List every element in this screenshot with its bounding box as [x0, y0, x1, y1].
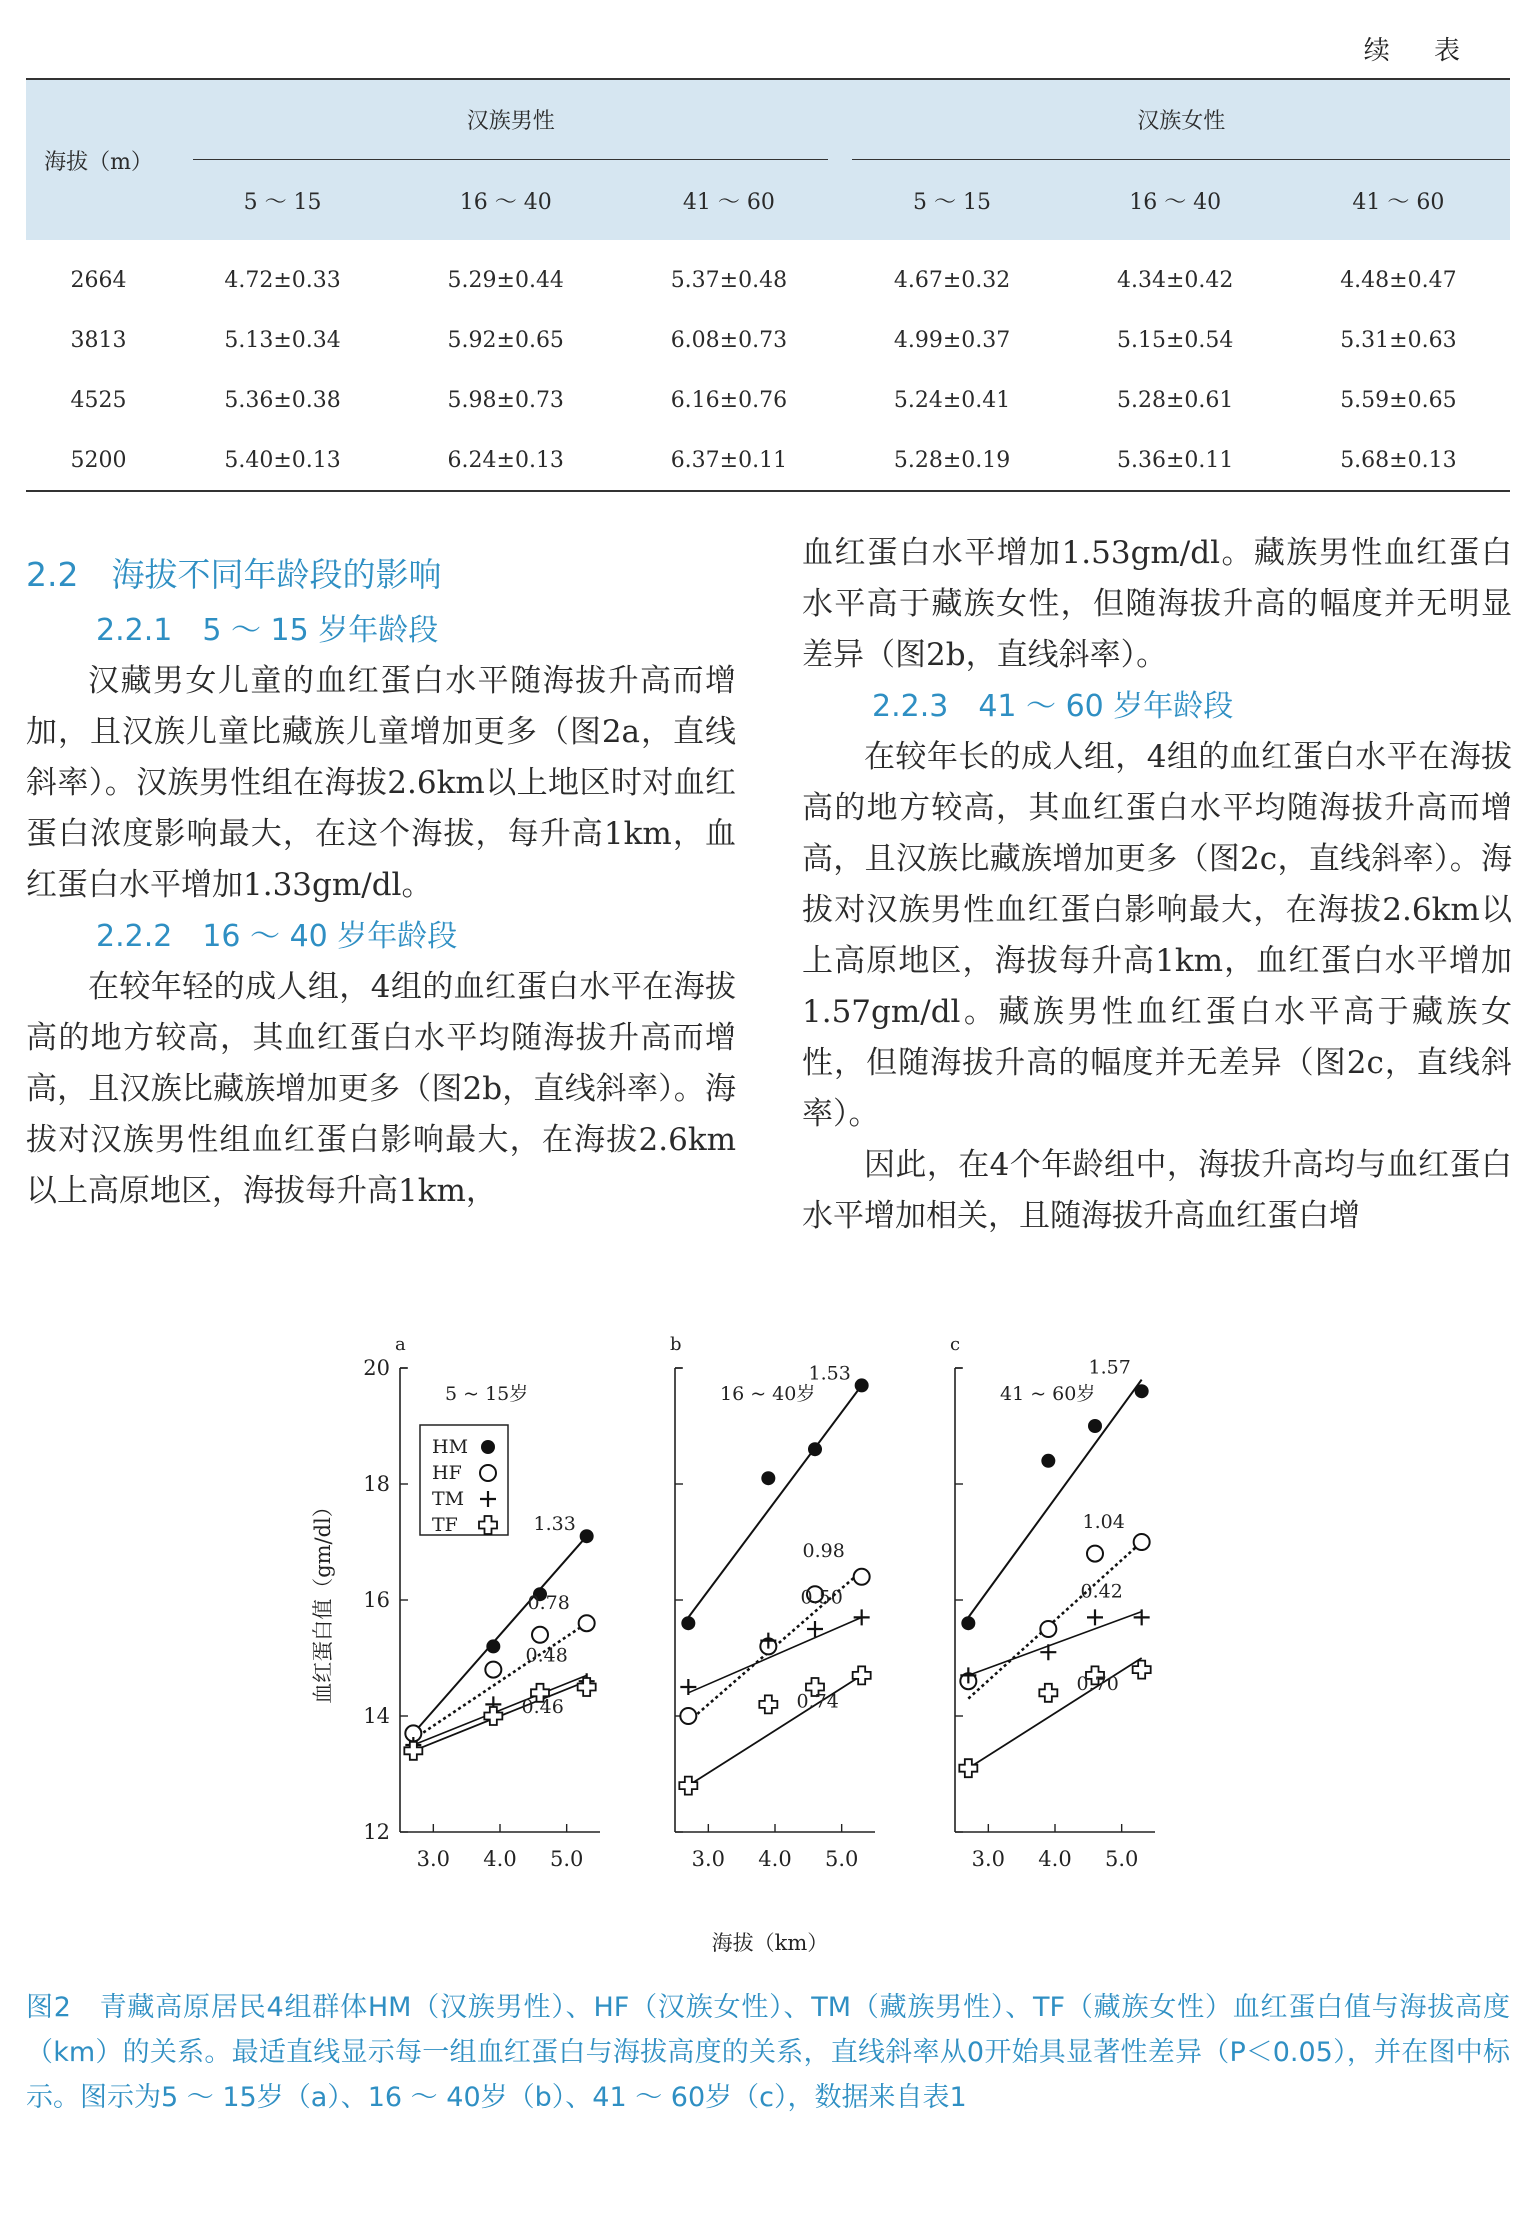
y-tick-label: 14	[363, 1704, 390, 1728]
data-point-hm	[486, 1639, 500, 1653]
data-point-hf	[680, 1708, 696, 1724]
slope-label: 1.57	[1088, 1356, 1131, 1379]
slope-label: 0.70	[1076, 1673, 1119, 1695]
figure-2	[300, 1320, 1240, 1980]
data-point-hm	[761, 1471, 775, 1485]
altitude-cell: 4525	[70, 387, 127, 413]
data-point-hf	[579, 1615, 595, 1631]
y-axis-label: 血红蛋白值（gm/dl）	[311, 1496, 335, 1704]
table-row	[26, 240, 1510, 310]
data-point-tf	[759, 1695, 777, 1713]
fit-line-tm	[688, 1617, 861, 1692]
legend-marker-hf	[480, 1465, 496, 1481]
x-tick-label: 3.0	[691, 1847, 726, 1871]
legend-label: HF	[432, 1462, 462, 1484]
slope-label: 0.50	[800, 1586, 843, 1609]
panel-letter: c	[950, 1334, 961, 1355]
value-cell: 5.24±0.41	[893, 387, 1011, 413]
x-tick-label: 5.0	[824, 1847, 859, 1871]
table-row	[26, 430, 1510, 491]
data-point-tm	[680, 1679, 696, 1695]
value-cell: 4.67±0.32	[893, 267, 1011, 293]
hemoglobin-table	[26, 78, 1510, 492]
value-cell: 5.28±0.19	[893, 447, 1011, 473]
value-cell: 6.24±0.13	[447, 447, 564, 473]
age-header: 16 ～ 40	[459, 189, 552, 215]
data-point-tm	[1134, 1609, 1150, 1625]
y-tick-label: 20	[363, 1356, 390, 1380]
slope-label: 0.48	[525, 1644, 568, 1667]
slope-label: 0.42	[1080, 1580, 1123, 1603]
data-point-tf	[679, 1777, 697, 1795]
age-header: 5 ～ 15	[913, 189, 992, 215]
data-point-hm	[580, 1529, 594, 1543]
panel-title: 41 ~ 60岁	[1000, 1383, 1096, 1405]
value-cell: 5.40±0.13	[224, 447, 341, 473]
x-axis-label: 海拔（km）	[711, 1931, 829, 1955]
value-cell: 5.59±0.65	[1340, 387, 1457, 413]
legend-label: HM	[432, 1436, 469, 1458]
x-tick-label: 4.0	[483, 1847, 517, 1871]
value-cell: 4.48±0.47	[1340, 267, 1457, 293]
y-tick-label: 18	[363, 1472, 390, 1496]
continued-label: 续 表	[1363, 36, 1478, 66]
paragraph-2-2-1: 汉藏男女儿童的血红蛋白水平随海拔升高而增加，且汉族儿童比藏族儿童增加更多（图2a，直线斜率）。汉族男性组在海拔2.6km以上地区时对血红蛋白浓度影响最大，在这个海拔，每升高1km，血红蛋白水平增加1.33gm/dl。	[26, 663, 736, 903]
y-tick-label: 12	[363, 1820, 390, 1844]
value-cell: 6.16±0.76	[670, 387, 788, 413]
section-heading-2-2: 2.2 海拔不同年龄段的影响	[26, 555, 442, 594]
age-header: 16 ～ 40	[1129, 189, 1222, 215]
table-body	[26, 240, 1510, 491]
altitude-header: 海拔（m）	[44, 149, 153, 175]
altitude-cell: 2664	[70, 267, 127, 293]
data-point-hf	[854, 1569, 870, 1585]
altitude-cell: 3813	[70, 327, 127, 353]
data-point-hm	[1088, 1419, 1102, 1433]
value-cell: 4.34±0.42	[1117, 267, 1234, 293]
x-tick-label: 4.0	[758, 1847, 792, 1871]
data-point-hm	[961, 1616, 975, 1630]
data-point-hm	[1135, 1384, 1149, 1398]
panel-letter: b	[670, 1334, 682, 1355]
age-header: 41 ～ 60	[1352, 189, 1445, 215]
value-cell: 5.28±0.61	[1117, 387, 1234, 413]
paragraph-2-2-2: 在较年轻的成人组，4组的血红蛋白水平在海拔高的地方较高，其血红蛋白水平均随海拔升高而增高，且汉族比藏族增加更多（图2b，直线斜率）。海拔对汉族男性组血红蛋白影响最大，在海拔2.6km以上高原地区，海拔每升高1km，	[26, 969, 736, 1209]
legend-marker-hm	[481, 1440, 495, 1454]
age-header: 41 ～ 60	[682, 189, 775, 215]
data-point-hm	[808, 1442, 822, 1456]
y-tick-label: 16	[363, 1588, 390, 1612]
value-cell: 5.98±0.73	[447, 387, 564, 413]
value-cell: 5.36±0.11	[1117, 447, 1234, 473]
slope-label: 0.74	[796, 1690, 839, 1713]
panel-title: 16 ~ 40岁	[720, 1383, 816, 1405]
data-point-hm	[1041, 1454, 1055, 1468]
data-point-hm	[681, 1616, 695, 1630]
subsection-heading-2-2-1: 2.2.1 5 ～ 15 岁年龄段	[96, 613, 439, 648]
altitude-cell: 5200	[70, 447, 127, 473]
data-point-hm	[855, 1378, 869, 1392]
legend-label: TF	[432, 1514, 458, 1536]
subsection-heading-2-2-2: 2.2.2 16 ～ 40 岁年龄段	[96, 919, 458, 954]
group-header-han-male: 汉族男性	[171, 79, 840, 160]
slope-label: 0.98	[802, 1540, 845, 1562]
data-point-hf	[1087, 1546, 1103, 1562]
age-header: 5 ～ 15	[243, 189, 322, 215]
slope-label: 1.04	[1082, 1511, 1125, 1533]
figure-caption: 图2 青藏高原居民4组群体HM（汉族男性）、HF（汉族女性）、TM（藏族男性）、TF（藏族女性）血红蛋白值与海拔高度（km）的关系。最适直线显示每一组血红蛋白与海拔高度的关系，直线斜率从0开始具显著性差异（P＜0.05），并在图中标示。图示为5 ～ 15岁（a）、16 ～ 40岁（b）、41 ～ 60岁（c），数据来自表1	[26, 1992, 1510, 2113]
data-point-tm	[854, 1609, 870, 1625]
value-cell: 5.68±0.13	[1340, 447, 1457, 473]
data-table-container	[26, 78, 1510, 492]
data-point-hf	[485, 1662, 501, 1678]
value-cell: 5.13±0.34	[224, 327, 341, 353]
fit-line-hm	[688, 1385, 861, 1617]
paragraph-2-2-3: 在较年长的成人组，4组的血红蛋白水平在海拔高的地方较高，其血红蛋白水平均随海拔升高而增高，且汉族比藏族增加更多（图2c，直线斜率）。海拔对汉族男性血红蛋白影响最大，在海拔2.6km以上高原地区，海拔每升高1km，血红蛋白水平增加1.57gm/dl。藏族男性血红蛋白水平高于藏族女性，但随海拔升高的幅度并无差异（图2c，直线斜率）。	[802, 739, 1512, 1132]
x-tick-label: 4.0	[1038, 1847, 1072, 1871]
slope-label: 1.33	[533, 1513, 576, 1536]
x-tick-label: 3.0	[971, 1847, 1006, 1871]
value-cell: 5.15±0.54	[1117, 327, 1234, 353]
table-row	[26, 310, 1510, 370]
value-cell: 5.37±0.48	[670, 267, 788, 293]
data-point-hf	[532, 1627, 548, 1643]
value-cell: 5.29±0.44	[447, 267, 564, 293]
value-cell: 5.92±0.65	[447, 327, 564, 353]
table-row	[26, 370, 1510, 430]
paragraph-continued: 血红蛋白水平增加1.53gm/dl。藏族男性血红蛋白水平高于藏族女性，但随海拔升高的幅度并无明显差异（图2b，直线斜率）。	[802, 535, 1512, 673]
data-point-tf	[853, 1666, 871, 1684]
value-cell: 6.37±0.11	[670, 447, 788, 473]
data-point-tf	[959, 1759, 977, 1777]
slope-label: 0.46	[521, 1696, 564, 1719]
figure-2-chart	[300, 1320, 1240, 1980]
slope-label: 0.78	[527, 1592, 570, 1615]
x-tick-label: 5.0	[1104, 1847, 1139, 1871]
right-column	[802, 528, 1512, 1242]
x-tick-label: 3.0	[416, 1847, 451, 1871]
value-cell: 4.72±0.33	[224, 267, 341, 293]
subsection-heading-2-2-3: 2.2.3 41 ～ 60 岁年龄段	[872, 689, 1234, 724]
fit-line-hf	[413, 1623, 586, 1739]
group-header-han-female: 汉族女性	[840, 79, 1510, 160]
data-point-tm	[1040, 1644, 1056, 1660]
data-point-hf	[1134, 1534, 1150, 1550]
data-point-hf	[1040, 1621, 1056, 1637]
data-point-tm	[1087, 1609, 1103, 1625]
panel-title: 5 ~ 15岁	[445, 1383, 529, 1405]
value-cell: 4.99±0.37	[893, 327, 1011, 353]
paragraph-final: 因此，在4个年龄组中，海拔升高均与血红蛋白水平增加相关，且随海拔升高血红蛋白增	[802, 1147, 1512, 1234]
value-cell: 5.36±0.38	[224, 387, 341, 413]
left-column	[26, 545, 736, 1217]
slope-label: 1.53	[808, 1362, 851, 1385]
data-point-tf	[1133, 1661, 1151, 1679]
x-tick-label: 5.0	[549, 1847, 584, 1871]
value-cell: 6.08±0.73	[670, 327, 788, 353]
value-cell: 5.31±0.63	[1340, 327, 1457, 353]
legend-label: TM	[432, 1488, 465, 1510]
data-point-tf	[1039, 1684, 1057, 1702]
panel-letter: a	[395, 1334, 406, 1355]
